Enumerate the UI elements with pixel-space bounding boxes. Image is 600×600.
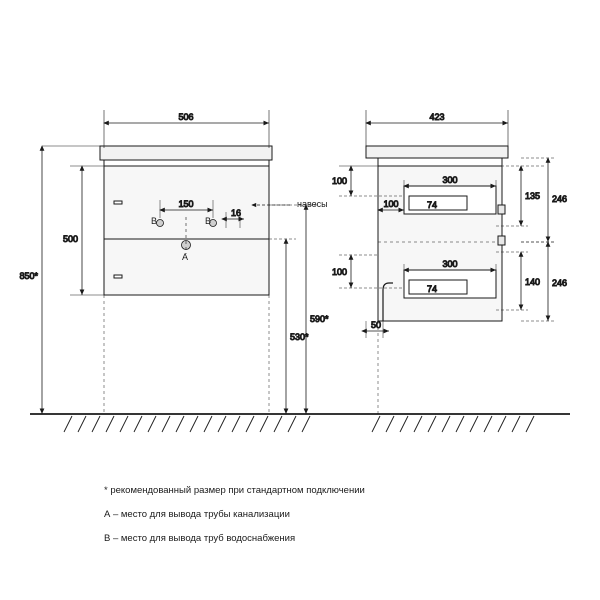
svg-text:590*: 590* [310,314,329,324]
legend-line-2: А – место для вывода трубы канализации [104,509,290,520]
svg-text:300: 300 [442,175,458,185]
legend-line-1: * рекомендованный размер при стандартном подключении [104,485,365,496]
svg-text:423: 423 [429,112,445,122]
svg-text:74: 74 [426,200,438,210]
svg-text:50: 50 [370,320,382,330]
svg-text:140: 140 [525,277,541,287]
svg-text:300: 300 [442,259,458,269]
svg-text:530*: 530* [290,332,309,342]
svg-text:74: 74 [426,284,438,294]
svg-text:100: 100 [331,267,347,277]
marker-b-left: B [151,216,158,226]
svg-text:100: 100 [331,176,347,186]
svg-text:100: 100 [383,199,399,209]
svg-text:500: 500 [62,234,78,244]
svg-text:246: 246 [552,278,568,288]
svg-text:506: 506 [178,112,194,122]
svg-text:850*: 850* [19,271,38,281]
svg-text:16: 16 [230,208,242,218]
svg-text:246: 246 [552,194,568,204]
svg-text:150: 150 [178,199,194,209]
legend-line-3: В – место для вывода труб водоснабжения [104,533,296,544]
marker-b-right: B [205,216,212,226]
navesy-callout-label: навесы [297,199,328,209]
marker-a: A [182,252,189,262]
svg-text:135: 135 [525,191,541,201]
